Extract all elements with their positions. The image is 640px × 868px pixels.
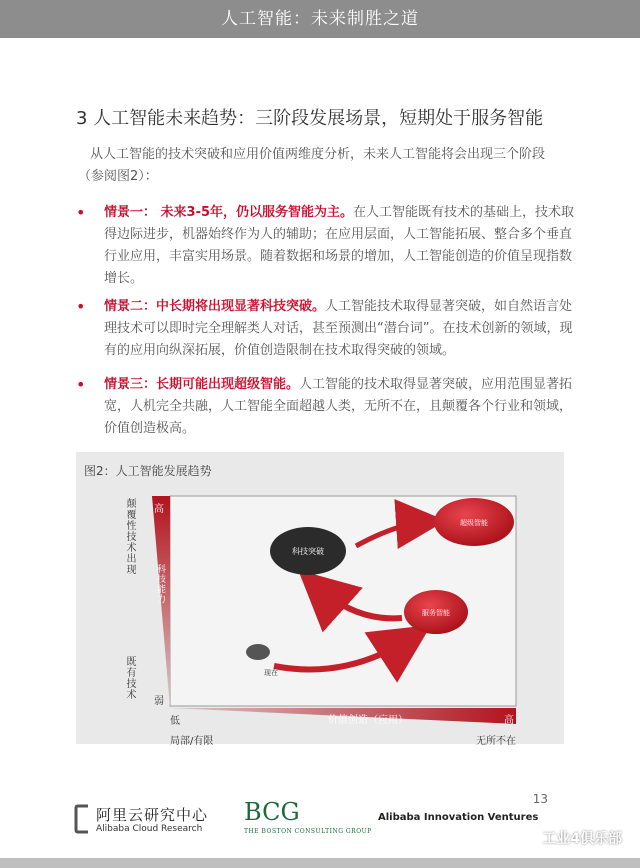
bullet-dot: • [76,203,86,222]
aliyun-logo-subtext: Alibaba Cloud Research [96,824,203,834]
bullet-lead: 情景二：中长期将出现显著科技突破。 [104,299,326,314]
intro-paragraph [78,144,570,188]
y-band-label: 科技能力 [155,564,165,604]
figure-title: 图2：人工智能发展趋势 [84,464,212,478]
y-high-label: 高 [154,504,164,515]
label-now: 现在 [264,669,278,677]
x-right-label: 无所不在 [476,736,516,747]
y-axis-top-label: 颠覆性技术出现 [124,498,135,575]
bullet-item-3 [76,374,576,440]
page-number: 13 [532,792,548,806]
aliyun-logo-icon [74,804,92,834]
y-axis-bottom-label: 既有技术 [124,656,135,700]
bcg-logo-subtext: THE BOSTON CONSULTING GROUP [244,828,372,835]
intro-line2: （参阅图2）： [78,169,158,184]
aliyun-logo-text: 阿里云研究中心 [96,806,209,824]
x-low-label: 低 [170,716,180,727]
intro-line1: 从人工智能的技术突破和应用价值两维度分析，未来人工智能将会出现三个阶段 [90,147,546,162]
bcg-logo: BCG [244,798,300,826]
y-low-label: 弱 [154,696,164,707]
x-band-label: 价值创造（应用） [328,715,408,726]
bullet-item-2 [76,296,576,362]
bottom-bar [0,858,640,868]
bullet-text: 在人工智能既有技术的基础上，技术取得边际进步，机器始终作为人的辅助；在应用层面，人工智能拓展、整合多个垂直行业应用，丰富实用场景。随着数据和场景的增加，人工智能创造的价值呈现指数增长。 [104,205,575,286]
x-high-label: 高 [504,715,514,726]
bullet-dot: • [76,375,86,394]
aiv-logo: Alibaba Innovation Ventures [378,812,539,823]
x-left-label: 局部/有限 [170,736,214,747]
label-breakthrough: 科技突破 [292,547,324,556]
bullet-lead: 情景一： 未来3-5年，仍以服务智能为主。 [104,205,354,220]
header-title: 人工智能：未来制胜之道 [221,9,419,29]
bubble-now [246,644,270,660]
bullet-lead: 情景三：长期可能出现超级智能。 [104,377,300,392]
bullet-text: 人工智能技术取得显著突破，如自然语言处理技术可以即时完全理解类人对话，甚至预测出“潜台词”。在技术创新的领域，现有的应用向纵深拓展，价值创造限制在技术取得突破的领域。 [104,299,573,358]
label-service: 服务智能 [422,609,450,617]
page-header [0,0,640,38]
bullet-dot: • [76,297,86,316]
figure-ai-trend [76,452,564,747]
bullet-item-1 [76,202,576,290]
label-super: 超级智能 [460,519,488,527]
section-title: 3 人工智能未来趋势：三阶段发展场景，短期处于服务智能 [76,108,544,129]
bullet-text: 人工智能的技术取得显著突破，应用范围显著拓宽，人机完全共融，人工智能全面超越人类，无所不在，且颠覆各个行业和领域，价值创造极高。 [104,377,573,436]
figure-diagram [76,452,564,744]
watermark: 工业4俱乐部 [542,831,622,847]
